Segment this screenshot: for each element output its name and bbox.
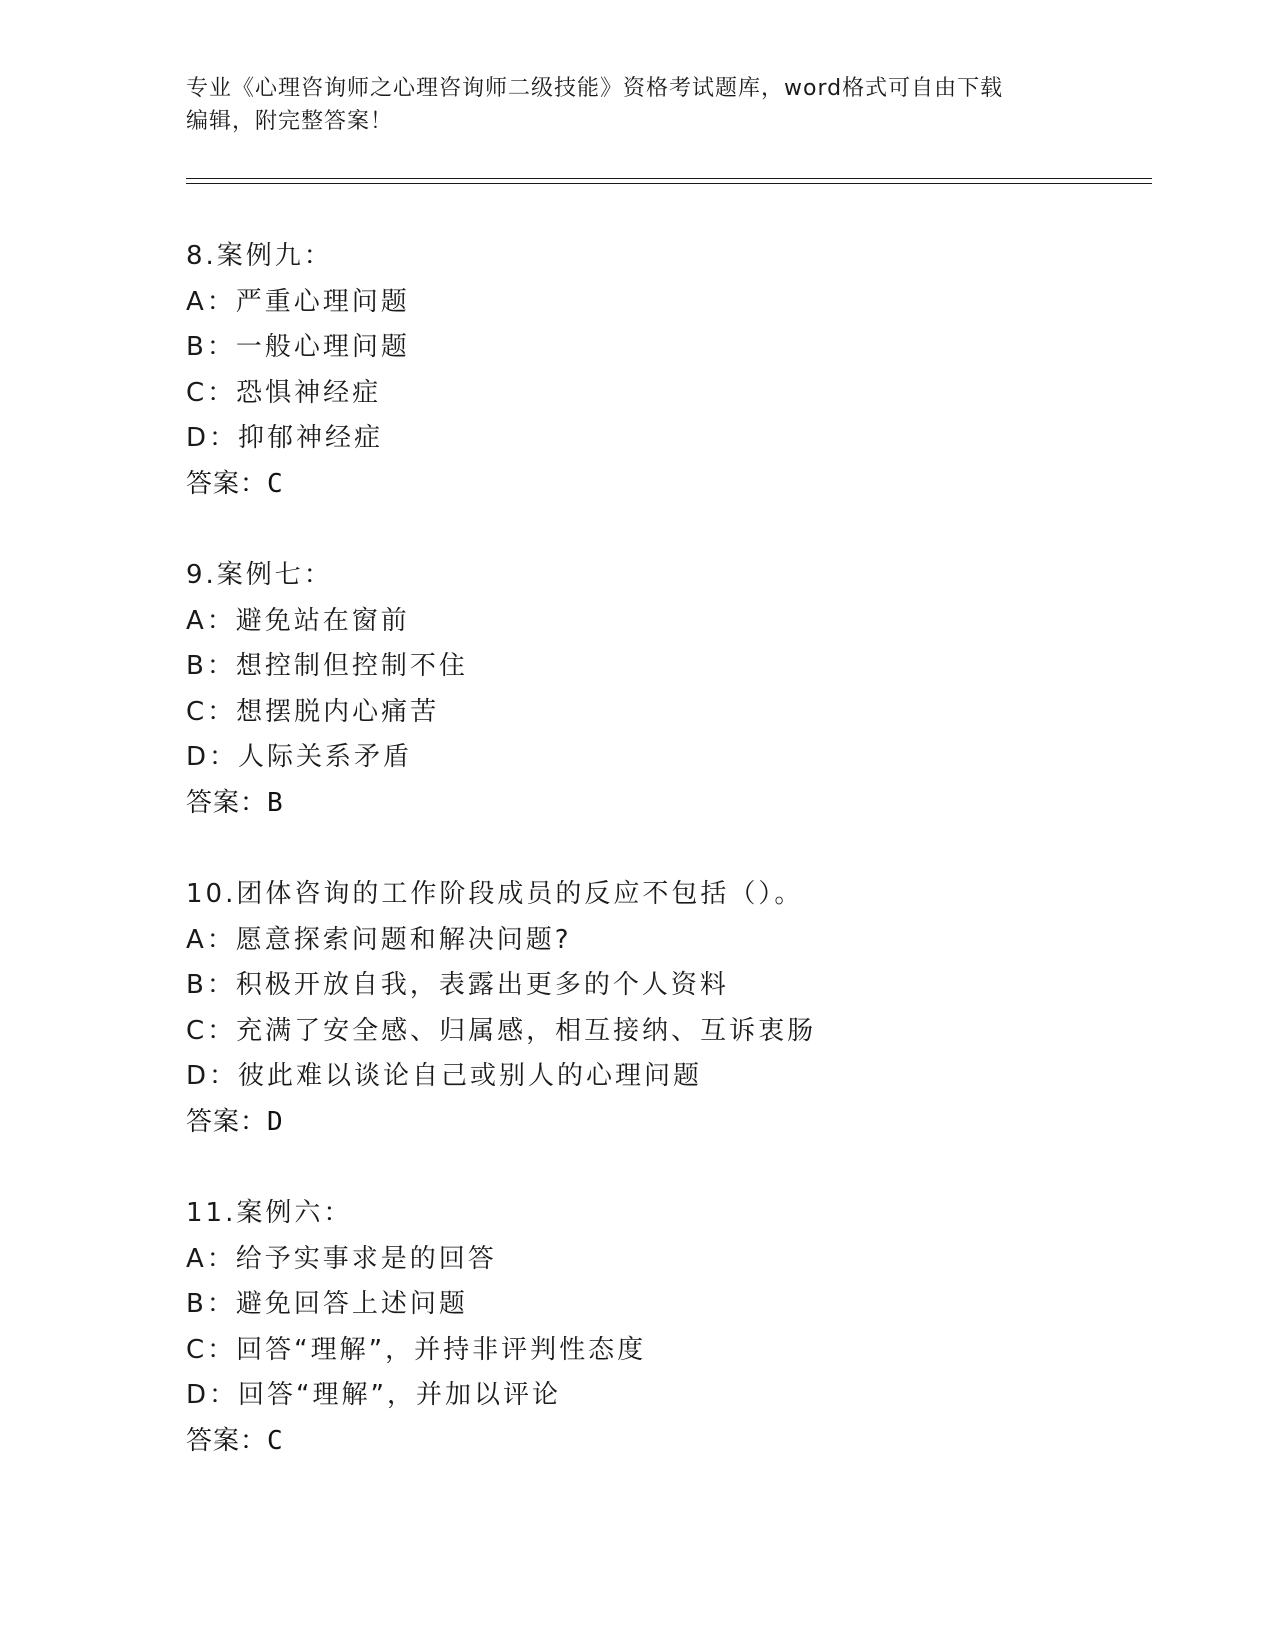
question-stem: 9.案例七： bbox=[186, 560, 333, 590]
question-stem: 11.案例六： bbox=[186, 1198, 353, 1228]
answer-value: C bbox=[267, 1425, 284, 1456]
answer-line bbox=[186, 1419, 1166, 1465]
option-b: B：想控制但控制不住 bbox=[186, 651, 468, 682]
answer-line bbox=[186, 781, 1166, 827]
option-a: A：严重心理问题 bbox=[186, 286, 410, 317]
question-stem: 10.团体咨询的工作阶段成员的反应不包括（）。 bbox=[186, 879, 804, 909]
option-b: B：一般心理问题 bbox=[186, 332, 410, 363]
answer-label: 答案： bbox=[186, 787, 268, 818]
option-c: C：充满了安全感、归属感，相互接纳、互诉衷肠 bbox=[186, 1015, 817, 1046]
answer-label: 答案： bbox=[186, 468, 268, 499]
question-stem: 8.案例九： bbox=[186, 241, 333, 271]
option-b: B：积极开放自我，表露出更多的个人资料 bbox=[186, 970, 729, 1001]
question-8 bbox=[186, 234, 1166, 508]
header-divider-top bbox=[186, 178, 1152, 179]
header-line-1: 专业《心理咨询师之心理咨询师二级技能》资格考试题库，word格式可自由下载 bbox=[186, 76, 1004, 101]
option-d: D：回答“理解”，并加以评论 bbox=[186, 1380, 561, 1411]
answer-value: B bbox=[267, 787, 284, 818]
question-11 bbox=[186, 1191, 1166, 1465]
question-9 bbox=[186, 553, 1166, 827]
option-a: A：愿意探索问题和解决问题? bbox=[186, 924, 572, 955]
answer-label: 答案： bbox=[186, 1106, 268, 1137]
question-10 bbox=[186, 872, 1166, 1146]
option-d: D：人际关系矛盾 bbox=[186, 742, 413, 773]
answer-label: 答案： bbox=[186, 1425, 268, 1456]
option-c: C：想摆脱内心痛苦 bbox=[186, 696, 440, 727]
option-c: C：回答“理解”，并持非评判性态度 bbox=[186, 1334, 647, 1365]
option-c: C：恐惧神经症 bbox=[186, 377, 382, 408]
answer-line bbox=[186, 1100, 1166, 1146]
answer-value: D bbox=[267, 1106, 284, 1137]
header-divider-bottom bbox=[186, 183, 1152, 184]
option-d: D：抑郁神经症 bbox=[186, 423, 384, 454]
option-d: D：彼此难以谈论自己或别人的心理问题 bbox=[186, 1061, 703, 1092]
option-b: B：避免回答上述问题 bbox=[186, 1289, 468, 1320]
document-header bbox=[186, 72, 1086, 138]
answer-line bbox=[186, 462, 1166, 508]
answer-value: C bbox=[267, 468, 284, 499]
header-line-2: 编辑，附完整答案！ bbox=[186, 109, 394, 134]
option-a: A：避免站在窗前 bbox=[186, 605, 410, 636]
option-a: A：给予实事求是的回答 bbox=[186, 1243, 497, 1274]
